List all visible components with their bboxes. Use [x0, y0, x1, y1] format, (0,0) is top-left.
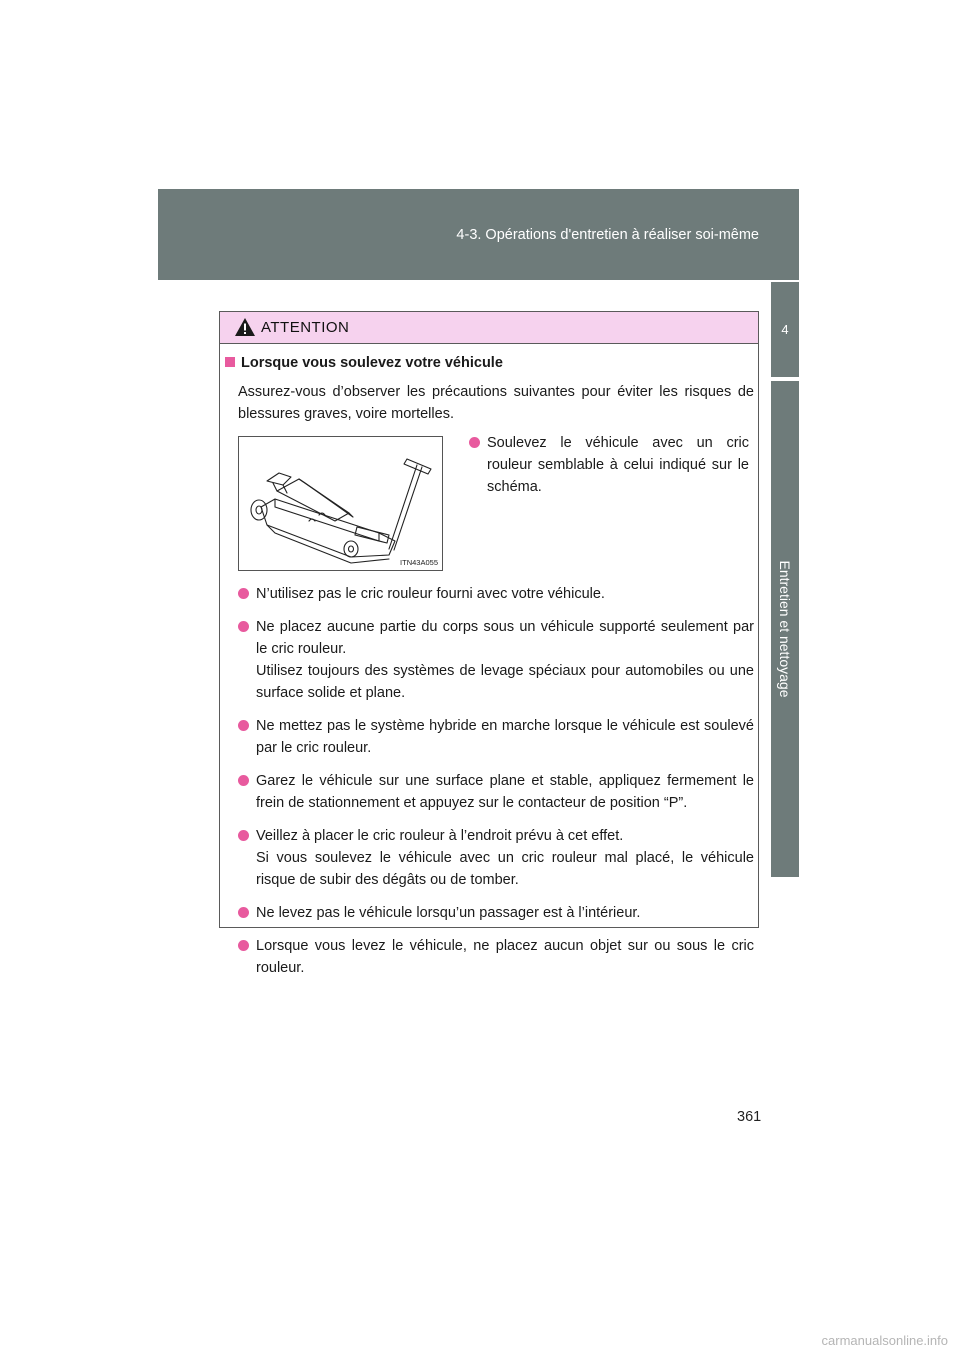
list-item: Lorsque vous levez le véhicule, ne placez aucun objet sur ou sous le cric rouleur. [238, 935, 754, 979]
watermark[interactable]: carmanualsonline.info [821, 1333, 948, 1348]
bullet-dot-icon [238, 720, 249, 731]
section-heading-text: Lorsque vous soulevez votre véhicule [241, 355, 503, 371]
list-item: Garez le véhicule sur une surface plane et stable, appliquez fermement le frein de stationnement et appuyez sur le contacteur de position “P”. [238, 770, 754, 814]
bullet-dot-icon [469, 437, 480, 448]
bullet-dot-icon [238, 940, 249, 951]
bullet-dot-icon [238, 907, 249, 918]
list-item: Ne mettez pas le système hybride en marche lorsque le véhicule est soulevé par le cric rouleur. [238, 715, 754, 759]
bullet-dot-icon [238, 621, 249, 632]
list-item: N’utilisez pas le cric rouleur fourni avec votre véhicule. [238, 583, 754, 605]
header-band [158, 189, 799, 280]
warning-header [220, 312, 758, 344]
chapter-number-tab: 4 [771, 282, 799, 377]
list-item: Veillez à placer le cric rouleur à l’endroit prévu à cet effet. Si vous soulevez le véhicule avec un cric rouleur mal placé, le véhicule risque de subir des dégâts ou de tomber. [238, 825, 754, 891]
floor-jack-figure [238, 436, 443, 571]
bullet-dot-icon [238, 775, 249, 786]
chapter-label: Entretien et nettoyage [777, 560, 793, 698]
warning-title: ATTENTION [261, 319, 350, 336]
list-item: Ne levez pas le véhicule lorsqu’un passager est à l’intérieur. [238, 902, 754, 924]
warning-triangle-icon [234, 317, 256, 337]
list-item: Ne placez aucune partie du corps sous un véhicule supporté seulement par le cric rouleur. Utilisez toujours des systèmes de levage spéciaux pour automobiles ou une surface solide et plane. [238, 616, 754, 704]
section-title: 4-3. Opérations d'entretien à réaliser soi-même [456, 227, 759, 243]
warning-box [219, 311, 759, 976]
chapter-label-tab [771, 381, 799, 877]
page-number: 361 [737, 1109, 762, 1125]
section-heading [225, 355, 503, 371]
intro-paragraph: Assurez-vous d’observer les précautions suivantes pour éviter les risques de blessures graves, voire mortelles. [238, 384, 754, 422]
figure-bullet [469, 432, 749, 498]
floor-jack-illustration [239, 437, 442, 570]
figure-bullet-text: Soulevez le véhicule avec un cric rouleur semblable à celui indiqué sur le schéma. [487, 435, 749, 495]
bullet-dot-icon [238, 588, 249, 599]
precaution-list [238, 583, 754, 990]
figure-code: ITN43A055 [400, 558, 438, 567]
bullet-dot-icon [238, 830, 249, 841]
heading-square-icon [225, 357, 235, 367]
